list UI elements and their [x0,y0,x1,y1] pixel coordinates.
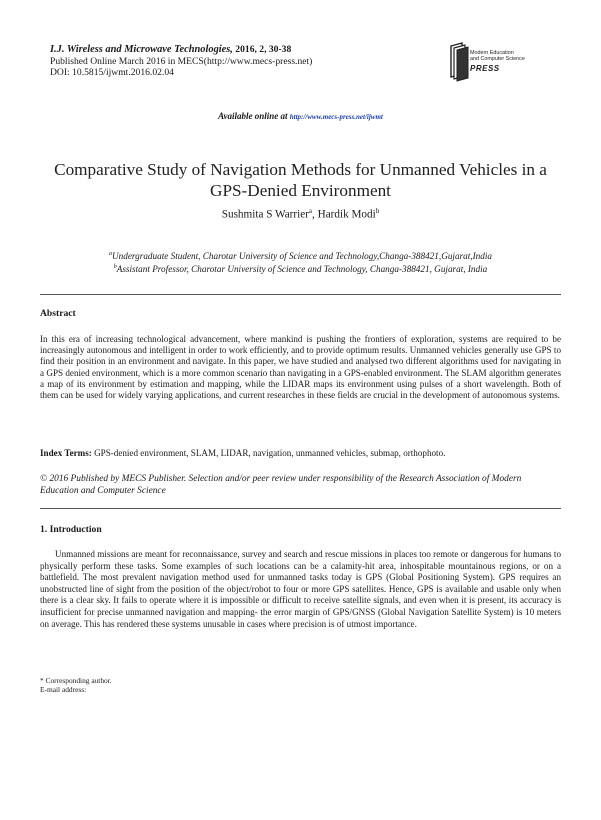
copyright-notice: © 2016 Published by MECS Publisher. Selection and/or peer review under responsibility of the Research Association of Modern Education and Computer Science [40,474,522,496]
section-heading: 1. Introduction [40,524,102,535]
divider [40,294,561,295]
author-name: Sushmita S Warrier [221,208,309,221]
journal-header [50,44,312,79]
corresponding-author-note: * Corresponding author. [40,676,112,685]
introduction-text: Unmanned missions are meant for reconnaissance, survey and search and rescue missions in places too remote or dangerous for humans to physically perform these tasks. Some examples of such locations can be a calamity-hit area, inhospitable mountainous regions, or on a battlefield. The most prevalent navigation method used for unmanned tasks today is GPS (Global Positioning System). GPS requires an unobstructed line of sight from the position of the object/robot to four or more GPS satellites. Hence, GPS is available and usable only when there is a clear sky. It fails to operate where it is impossible or difficult to receive satellite signals, and even when it is present, its accuracy is insufficient for precise unmanned navigation and mapping- the error margin of GPS/GNSS (Global Navigation Satellite System) is 10 meters on average. This has rendered these systems unusable in cases where precision is of utmost importance. [40,549,561,629]
affiliation-a: $^a$Undergraduate Student, Charotar University of Science and Technology,Changa-388421,Gujarat,India [109,251,492,262]
affiliation-b: $^b$Assistant Professor, Charotar University of Science and Technology, Changa-388421, Gujarat, India [113,264,488,275]
journal-name: I.J. Wireless and Microwave Technologies, [50,44,233,55]
abstract-heading: Abstract [40,308,76,319]
abstract-text: In this era of increasing technological advancement, where mankind is pushing the frontiers of exploration, systems are required to be increasingly autonomous and intelligent in order to work efficiently, and to provide optimum results. Unmanned vehicles generally use GPS to find their position in an environment and navigate. In this paper, we have studied and analysed two different algorithms used for navigating in a GPS denied environment, which is a more common scenario than navigating in a GPS-enabled environment. The SLAM algorithm generates a map of its environment by estimation and mapping, while the LIDAR maps its environment using pulses of a short wavelength. Both of them can be used for widely varying applications, and current researches in these fields are crucial in the development of autonomous systems. [40,334,561,401]
logo-text: Modern Education and Computer Science [470,50,525,62]
index-terms: Index Terms: GPS-denied environment, SLAM, LIDAR, navigation, unmanned vehicles, submap, orthophoto. [40,448,446,458]
logo-press: PRESS [470,64,500,73]
book-icon [448,42,470,82]
affiliations [0,249,601,276]
author-name: Hardik Modi [317,208,376,221]
email-note: E-mail address: [40,685,87,695]
published-line: Published Online March 2016 in MECS(http://www.mecs-press.net) [50,55,313,67]
paper-title: Comparative Study of Navigation Methods for Unmanned Vehicles in a GPS-Denied Environment [54,160,547,200]
journal-issue: 2016, 2, 30-38 [232,44,292,55]
journal-url-link[interactable]: http://www.mecs-press.net/ijwmt [289,113,383,121]
journal-line [50,44,312,56]
doi-line: DOI: 10.5815/ijwmt.2016.02.04 [50,67,174,79]
availability-line: Available online at http://www.mecs-press.net/ijwmt [218,111,383,121]
index-terms-label: Index Terms: [40,448,92,458]
publisher-logo [448,40,558,84]
footnotes [40,676,112,695]
divider [40,508,561,509]
author-list: Sushmita S Warrier$^a$, Hardik Modi$^b$ [221,207,380,221]
